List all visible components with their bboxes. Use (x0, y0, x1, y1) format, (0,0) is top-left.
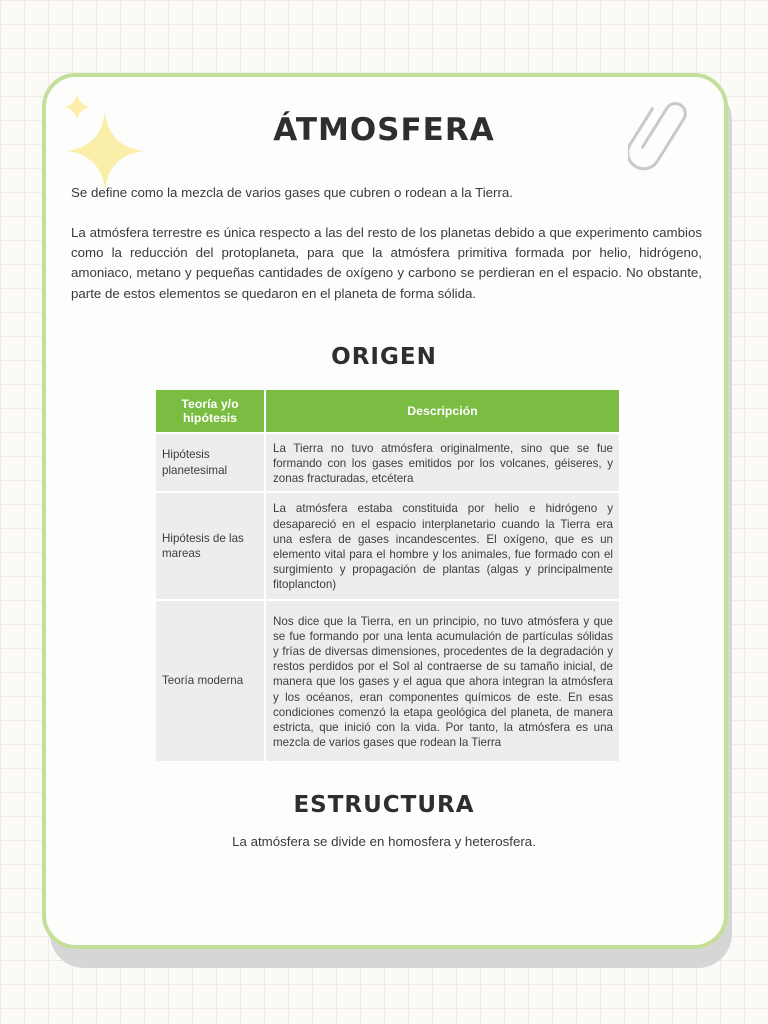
origin-heading: ORIGEN (331, 344, 437, 370)
table-row (156, 433, 619, 492)
description-cell: La atmósfera estaba constituida por helio e hidrógeno y desapareció en el espacio interplanetario cuando la Tierra era una esfera de gases incandescentes. El oxígeno, que es un elemento vital para el hombre y los animales, fue formado con el surgimiento y propagación de plantas (algas y principalmente fitoplancton) (265, 492, 619, 600)
theory-cell: Hipótesis de las mareas (156, 492, 265, 600)
theory-cell: Hipótesis planetesimal (156, 433, 265, 492)
theory-cell: Teoría moderna (156, 600, 265, 761)
structure-text: La atmósfera se divide en homosfera y heterosfera. (232, 834, 536, 849)
header-description: Descripción (265, 390, 619, 433)
page-title: ÁTMOSFERA (273, 112, 495, 148)
description-paragraph: La atmósfera terrestre es única respecto a las del resto de los planetas debido a que experimento cambios como la reducción del protoplaneta, para que la atmósfera primitiva formada por helio, hidrógeno, amoniaco, metano y pequeñas cantidades de oxígeno y carbono se perdieran en el espacio. No obstante, parte de estos elementos se quedaron en el planeta de forma sólida. (71, 225, 702, 301)
description-cell: La Tierra no tuvo atmósfera originalmente, sino que se fue formando con los gases emitidos por los volcanes, géiseres, y zonas fracturadas, etcétera (265, 433, 619, 492)
table-row (156, 492, 619, 600)
header-theory: Teoría y/o hipótesis (156, 390, 265, 433)
description-cell: Nos dice que la Tierra, en un principio, no tuvo atmósfera y que se fue formando por una lenta acumulación de partículas sólidas y frías de diversas dimensiones, procedentes de la degradación y restos perdidos por el Sol al contraerse de su tamaño inicial, de manera que los gases y el agua que ahora integran la atmósfera y los océanos, eran componentes químicos de este. En esas condiciones comenzó la etapa geológica del planeta, de manera estricta, que inició con la vida. Por tanto, la atmósfera es una mezcla de varios gases que rodean la Tierra (265, 600, 619, 761)
table-row (156, 600, 619, 761)
origin-table (156, 390, 619, 761)
table-header-row (156, 390, 619, 433)
intro-text: Se define como la mezcla de varios gases que cubren o rodean a la Tierra. (71, 185, 514, 200)
structure-heading: ESTRUCTURA (293, 792, 475, 818)
